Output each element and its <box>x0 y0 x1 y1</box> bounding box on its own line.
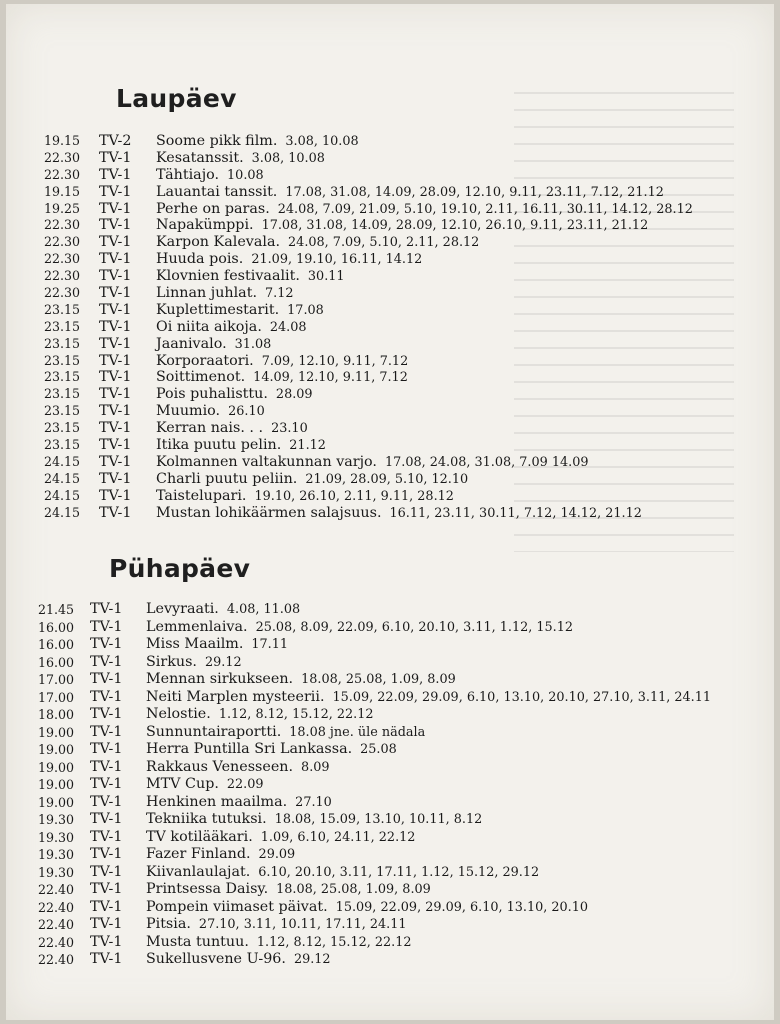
program-entry <box>146 899 588 917</box>
broadcast-time: 22.30 <box>44 149 81 165</box>
program-title: MTV Cup. <box>146 776 219 792</box>
scanned-page <box>6 4 774 1020</box>
air-dates: 24.08, 7.09, 5.10, 2.11, 28.12 <box>288 235 480 251</box>
air-dates: 21.09, 28.09, 5.10, 12.10 <box>305 471 469 487</box>
program-title: TV kotilääkari. <box>146 828 253 845</box>
bleed-through-text <box>514 92 734 552</box>
program-title: Huuda pois. <box>156 251 244 268</box>
broadcast-time: 23.15 <box>44 437 81 453</box>
channel-label: TV-1 <box>90 811 123 827</box>
air-dates: 15.09, 22.09, 29.09, 6.10, 13.10, 20.10 <box>335 899 589 915</box>
program-entry <box>146 776 264 794</box>
channel-label: TV-1 <box>99 437 132 454</box>
air-dates: 6.10, 20.10, 3.11, 17.11, 1.12, 15.12, 29.12 <box>258 864 540 880</box>
air-dates: 24.08, 7.09, 21.09, 5.10, 19.10, 2.11, 16.11, 30.11, 14.12, 28.12 <box>277 201 693 217</box>
air-dates: 18.08, 25.08, 1.09, 8.09 <box>301 672 456 687</box>
channel-label: TV-1 <box>99 318 132 335</box>
broadcast-time: 19.30 <box>38 847 75 862</box>
program-entry <box>156 201 693 219</box>
channel-label: TV-1 <box>99 386 132 403</box>
broadcast-time: 23.15 <box>44 403 81 419</box>
broadcast-time: 22.40 <box>38 917 75 932</box>
program-entry <box>146 951 331 969</box>
channel-label: TV-1 <box>90 688 123 705</box>
program-title: Pompein viimaset päivat. <box>146 898 328 915</box>
channel-label: TV-1 <box>90 898 123 915</box>
air-dates: 21.12 <box>289 438 326 454</box>
broadcast-time: 24.15 <box>44 470 81 486</box>
channel-label: TV-1 <box>90 933 123 950</box>
program-title: Soome pikk film. <box>156 133 278 149</box>
air-dates: 7.09, 12.10, 9.11, 7.12 <box>261 353 409 369</box>
program-entry <box>156 386 313 404</box>
broadcast-time: 19.00 <box>38 759 75 775</box>
air-dates: 1.12, 8.12, 15.12, 22.12 <box>256 934 412 950</box>
program-entry <box>146 864 539 882</box>
air-dates: 30.11 <box>307 269 345 285</box>
program-entry <box>146 671 456 689</box>
broadcast-time: 19.25 <box>44 200 81 216</box>
air-dates: 21.09, 19.10, 16.11, 14.12 <box>251 252 423 268</box>
program-entry <box>146 759 330 777</box>
program-title: Korporaatori. <box>156 352 254 369</box>
program-title: Pitsia. <box>146 916 191 932</box>
program-title: Sunnuntairaportti. <box>146 723 282 740</box>
broadcast-time: 22.30 <box>44 285 81 301</box>
program-title: Kerran nais. . . <box>156 420 264 437</box>
broadcast-time: 19.00 <box>38 777 75 792</box>
broadcast-time: 23.15 <box>44 301 81 317</box>
program-entry <box>156 268 345 286</box>
broadcast-time: 22.30 <box>44 166 81 182</box>
program-entry <box>156 437 326 455</box>
air-dates: 19.10, 26.10, 2.11, 9.11, 28.12 <box>254 488 454 504</box>
air-dates: 17.08, 31.08, 14.09, 28.09, 12.10, 9.11, 23.11, 7.12, 21.12 <box>285 184 664 200</box>
program-entry <box>146 881 431 899</box>
channel-label: TV-1 <box>90 618 123 635</box>
channel-label: TV-1 <box>99 166 132 183</box>
program-title: Sukellusvene U-96. <box>146 951 286 967</box>
air-dates: 24.08 <box>269 319 307 335</box>
air-dates: 27.10 <box>295 794 332 810</box>
air-dates: 27.10, 3.11, 10.11, 17.11, 24.11 <box>198 917 407 932</box>
broadcast-time: 18.00 <box>38 707 75 722</box>
program-entry <box>156 403 265 421</box>
program-entry <box>156 505 642 523</box>
air-dates: 25.08 <box>360 742 397 757</box>
channel-label: TV-1 <box>99 352 132 369</box>
program-title: Lemmenlaiva. <box>146 618 248 635</box>
program-entry <box>156 336 271 354</box>
program-entry <box>156 420 308 438</box>
program-title: Kiivanlaulajat. <box>146 863 251 880</box>
air-dates: 17.08 <box>287 302 324 318</box>
program-title: Perhe on paras. <box>156 200 270 217</box>
program-entry <box>146 794 332 812</box>
air-dates: 18.08 jne. üle nädala <box>289 724 426 740</box>
air-dates: 17.11 <box>251 637 289 652</box>
section-title-puhapaev: Pühapäev <box>109 554 251 583</box>
channel-label: TV-1 <box>90 706 123 722</box>
channel-label: TV-1 <box>90 723 123 740</box>
channel-label: TV-1 <box>90 881 123 897</box>
broadcast-time: 23.15 <box>44 420 81 436</box>
program-title: Henkinen maailma. <box>146 793 288 810</box>
air-dates: 1.09, 6.10, 24.11, 22.12 <box>260 829 416 845</box>
program-entry <box>156 251 422 269</box>
channel-label: TV-1 <box>99 420 132 437</box>
channel-label: TV-1 <box>99 251 132 268</box>
channel-label: TV-1 <box>90 776 123 792</box>
broadcast-time: 16.00 <box>38 619 75 635</box>
program-entry <box>146 916 407 934</box>
broadcast-time: 17.00 <box>38 689 75 705</box>
air-dates: 15.09, 22.09, 29.09, 6.10, 13.10, 20.10, 27.10, 3.11, 24.11 <box>332 689 712 705</box>
broadcast-time: 19.00 <box>38 724 75 740</box>
air-dates: 17.08, 24.08, 31.08, 7.09 14.09 <box>384 454 589 470</box>
air-dates: 18.08, 25.08, 1.09, 8.09 <box>276 882 431 897</box>
broadcast-time: 16.00 <box>38 637 75 652</box>
broadcast-time: 22.30 <box>44 251 81 267</box>
program-entry <box>156 184 664 202</box>
broadcast-time: 16.00 <box>38 654 75 670</box>
broadcast-time: 23.15 <box>44 335 81 351</box>
program-title: Lauantai tanssit. <box>156 183 278 200</box>
air-dates: 29.12 <box>293 952 331 967</box>
program-entry <box>146 689 711 707</box>
program-entry <box>156 150 325 168</box>
program-title: Jaanivalo. <box>156 335 227 352</box>
section-title-laupaev: Laupäev <box>116 84 237 113</box>
program-title: Klovnien festivaalit. <box>156 268 300 285</box>
program-entry <box>156 369 408 387</box>
air-dates: 8.09 <box>301 759 330 775</box>
channel-label: TV-1 <box>90 758 123 775</box>
program-entry <box>146 601 300 619</box>
broadcast-time: 22.40 <box>38 882 75 897</box>
channel-label: TV-1 <box>90 741 123 757</box>
program-entry <box>156 353 408 371</box>
program-title: Levyraati. <box>146 601 219 617</box>
program-entry <box>146 846 295 864</box>
program-entry <box>156 285 294 303</box>
program-title: Charli puutu peliin. <box>156 470 298 487</box>
air-dates: 3.08, 10.08 <box>251 150 325 166</box>
air-dates: 7.12 <box>265 286 294 302</box>
channel-label: TV-1 <box>99 285 132 302</box>
broadcast-time: 22.40 <box>38 934 75 950</box>
channel-label: TV-1 <box>90 916 123 932</box>
broadcast-time: 19.30 <box>38 829 75 845</box>
channel-label: TV-1 <box>90 846 123 862</box>
program-entry <box>156 167 264 185</box>
air-dates: 22.09 <box>226 777 264 792</box>
air-dates: 29.12 <box>204 654 242 670</box>
air-dates: 16.11, 23.11, 30.11, 7.12, 14.12, 21.12 <box>389 505 642 521</box>
program-entry <box>146 706 373 724</box>
program-entry <box>156 471 468 489</box>
program-title: Soittimenot. <box>156 369 246 386</box>
program-title: Fazer Finland. <box>146 846 251 862</box>
program-title: Itika puutu pelin. <box>156 437 282 454</box>
program-entry <box>156 319 307 337</box>
program-title: Oi niita aikoja. <box>156 318 262 335</box>
broadcast-time: 19.30 <box>38 864 75 880</box>
channel-label: TV-1 <box>99 149 132 166</box>
program-title: Mennan sirkukseen. <box>146 671 294 687</box>
program-entry <box>156 234 479 252</box>
program-title: Printsessa Daisy. <box>146 881 269 897</box>
channel-label: TV-1 <box>99 504 132 521</box>
broadcast-time: 19.15 <box>44 133 81 148</box>
broadcast-time: 23.15 <box>44 369 81 385</box>
channel-label: TV-1 <box>99 453 132 470</box>
channel-label: TV-1 <box>90 671 123 687</box>
channel-label: TV-1 <box>90 951 123 967</box>
channel-label: TV-1 <box>99 301 132 318</box>
broadcast-time: 17.00 <box>38 672 75 687</box>
program-title: Linnan juhlat. <box>156 285 257 302</box>
channel-label: TV-1 <box>99 183 132 200</box>
program-title: Mustan lohikäärmen salajsuus. <box>156 504 382 521</box>
channel-label: TV-1 <box>99 470 132 487</box>
channel-label: TV-1 <box>90 653 123 670</box>
air-dates: 28.09 <box>275 387 313 403</box>
air-dates: 26.10 <box>228 404 265 420</box>
broadcast-time: 19.15 <box>44 183 81 199</box>
broadcast-time: 23.15 <box>44 318 81 334</box>
program-title: Muumio. <box>156 403 221 420</box>
channel-label: TV-1 <box>99 369 132 386</box>
broadcast-time: 19.30 <box>38 812 75 827</box>
program-title: Tekniika tutuksi. <box>146 811 267 827</box>
program-entry <box>146 724 425 742</box>
program-title: Nelostie. <box>146 706 211 722</box>
broadcast-time: 19.00 <box>38 794 75 810</box>
air-dates: 1.12, 8.12, 15.12, 22.12 <box>218 707 374 722</box>
channel-label: TV-1 <box>90 863 123 880</box>
program-title: Kuplettimestarit. <box>156 301 280 318</box>
air-dates: 3.08, 10.08 <box>285 134 359 149</box>
broadcast-time: 24.15 <box>44 504 81 520</box>
program-entry <box>146 654 242 672</box>
broadcast-time: 22.40 <box>38 952 75 967</box>
channel-label: TV-2 <box>99 133 132 149</box>
program-entry <box>146 829 415 847</box>
channel-label: TV-1 <box>90 828 123 845</box>
program-entry <box>146 636 288 654</box>
air-dates: 29.09 <box>258 847 296 862</box>
channel-label: TV-1 <box>99 487 132 504</box>
program-title: Miss Maailm. <box>146 636 244 652</box>
channel-label: TV-1 <box>90 601 123 617</box>
program-title: Napakümppi. <box>156 217 254 234</box>
program-title: Pois puhalisttu. <box>156 386 268 403</box>
air-dates: 31.08 <box>234 336 272 352</box>
program-title: Karpon Kalevala. <box>156 234 281 251</box>
program-title: Herra Puntilla Sri Lankassa. <box>146 741 353 757</box>
program-entry <box>146 934 412 952</box>
broadcast-time: 22.30 <box>44 268 81 284</box>
program-title: Kolmannen valtakunnan varjo. <box>156 453 377 470</box>
program-entry <box>146 741 397 759</box>
program-entry <box>156 488 454 506</box>
program-title: Musta tuntuu. <box>146 933 249 950</box>
program-entry <box>146 811 482 829</box>
program-title: Sirkus. <box>146 653 197 670</box>
channel-label: TV-1 <box>90 793 123 810</box>
program-entry <box>156 454 588 472</box>
air-dates: 14.09, 12.10, 9.11, 7.12 <box>253 370 408 386</box>
air-dates: 23.10 <box>271 421 308 437</box>
program-entry <box>156 302 324 320</box>
broadcast-time: 24.15 <box>44 453 81 469</box>
channel-label: TV-1 <box>99 200 132 217</box>
broadcast-time: 23.15 <box>44 352 81 368</box>
program-entry <box>146 619 573 637</box>
broadcast-time: 22.30 <box>44 234 81 250</box>
broadcast-time: 23.15 <box>44 386 81 402</box>
channel-label: TV-1 <box>99 403 132 420</box>
air-dates: 4.08, 11.08 <box>226 602 301 617</box>
broadcast-time: 22.40 <box>38 899 75 915</box>
broadcast-time: 22.30 <box>44 217 81 233</box>
broadcast-time: 21.45 <box>38 602 75 617</box>
channel-label: TV-1 <box>99 234 132 251</box>
broadcast-time: 24.15 <box>44 487 81 503</box>
channel-label: TV-1 <box>99 217 132 234</box>
program-entry <box>156 217 648 235</box>
air-dates: 10.08 <box>227 167 264 183</box>
program-entry <box>156 133 359 151</box>
program-title: Taistelupari. <box>156 487 247 504</box>
channel-label: TV-1 <box>99 268 132 285</box>
broadcast-time: 19.00 <box>38 742 75 757</box>
program-title: Tähtiajo. <box>156 166 220 183</box>
air-dates: 17.08, 31.08, 14.09, 28.09, 12.10, 26.10, 9.11, 23.11, 21.12 <box>261 218 649 234</box>
air-dates: 18.08, 15.09, 13.10, 10.11, 8.12 <box>274 812 483 827</box>
channel-label: TV-1 <box>90 636 123 652</box>
program-title: Rakkaus Venesseen. <box>146 758 294 775</box>
air-dates: 25.08, 8.09, 22.09, 6.10, 20.10, 3.11, 1.12, 15.12 <box>255 619 574 635</box>
channel-label: TV-1 <box>99 335 132 352</box>
program-title: Neiti Marplen mysteerii. <box>146 688 325 705</box>
program-title: Kesatanssit. <box>156 149 244 166</box>
